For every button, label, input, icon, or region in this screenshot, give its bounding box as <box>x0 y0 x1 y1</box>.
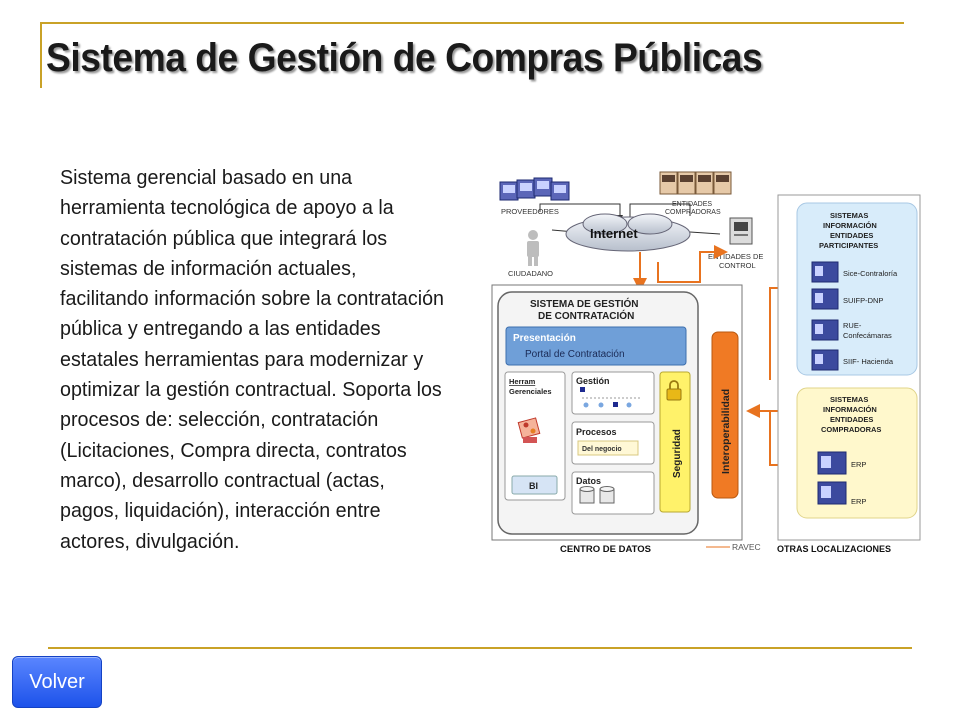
del-negocio-label: Del negocio <box>582 446 622 453</box>
seguridad-label: Seguridad <box>672 429 683 478</box>
architecture-diagram <box>488 160 928 560</box>
left-divider <box>40 22 42 88</box>
server-icon <box>812 350 838 370</box>
sgc-title-1: SISTEMA DE GESTIÓN <box>530 299 639 310</box>
bi-label: BI <box>529 481 538 491</box>
description-text: Sistema gerencial basado en una herramienta tecnológica de apoyo a la contratación pública que integrará los sistemas de información actuales, facilitando información sobre la contratación pública y entregando a las entidades estatales herramientas para modernizar y optimizar la gestión contractual. Soporta los procesos de: selección, contratación (Licitaciones, Compra directa, contratos marco), desarrollo contractual (actas, pagos, liquidación), interacción entre actores, divulgación. <box>60 166 444 553</box>
ravec-label: RAVEC <box>732 542 761 552</box>
gestion-label: Gestión <box>576 376 610 386</box>
entidades-compradoras-label-2: COMPRADORAS <box>665 209 721 216</box>
siif-label: SIIF- Hacienda <box>843 357 894 366</box>
entidades-control-icon <box>730 218 752 244</box>
otras-localizaciones-label: OTRAS LOCALIZACIONES <box>777 544 891 554</box>
centro-de-datos-label: CENTRO DE DATOS <box>560 544 651 555</box>
entidades-compradoras-icon <box>660 172 731 194</box>
herram-label-2: Gerenciales <box>509 387 552 396</box>
presentacion-label: Presentación <box>513 333 576 344</box>
sgc-title-2: DE CONTRATACIÓN <box>538 311 635 322</box>
erp-label-1: ERP <box>851 460 867 469</box>
internet-label: Internet <box>590 226 638 241</box>
top-divider <box>40 22 904 24</box>
server-icon <box>812 262 838 282</box>
rue-label-2: Confecámaras <box>843 331 892 340</box>
entidades-compradoras-label-1: ENTIDADES <box>672 201 713 208</box>
entidades-control-label-2: CONTROL <box>719 261 756 270</box>
participantes-title-1: SISTEMAS <box>830 211 869 220</box>
server-icon <box>812 289 838 309</box>
server-icon <box>818 482 846 504</box>
server-icon <box>818 452 846 474</box>
interoperabilidad-label: Interoperabilidad <box>720 388 732 474</box>
compradoras-title-3: ENTIDADES <box>830 415 874 424</box>
ciudadano-label: CIUDADANO <box>508 269 554 278</box>
entidades-control-label-1: ENTIDADES DE <box>708 252 764 261</box>
proveedores-label: PROVEEDORES <box>501 207 559 216</box>
compradoras-title-1: SISTEMAS <box>830 395 869 404</box>
volver-button[interactable]: Volver <box>12 656 102 708</box>
proveedores-servers-icon <box>500 178 569 200</box>
rue-label-1: RUE- <box>843 321 862 330</box>
procesos-label: Procesos <box>576 427 617 437</box>
server-icon <box>812 320 838 340</box>
herram-label-1: Herram <box>509 377 536 386</box>
sice-label: Sice-Contraloría <box>843 269 898 278</box>
participantes-title-4: PARTICIPANTES <box>819 241 879 250</box>
ciudadano-person-icon <box>527 230 539 266</box>
page-title: Sistema de Gestión de Compras Públicas <box>46 36 763 80</box>
compradoras-title-2: INFORMACIÓN <box>823 405 877 414</box>
erp-label-2: ERP <box>851 497 867 506</box>
datos-label: Datos <box>576 476 602 486</box>
compradoras-title-4: COMPRADORAS <box>821 425 882 434</box>
bottom-divider <box>48 647 912 649</box>
participantes-title-2: INFORMACIÓN <box>823 221 877 230</box>
suifp-label: SUIFP-DNP <box>843 296 884 305</box>
portal-label: Portal de Contratación <box>525 349 625 360</box>
participantes-title-3: ENTIDADES <box>830 231 874 240</box>
